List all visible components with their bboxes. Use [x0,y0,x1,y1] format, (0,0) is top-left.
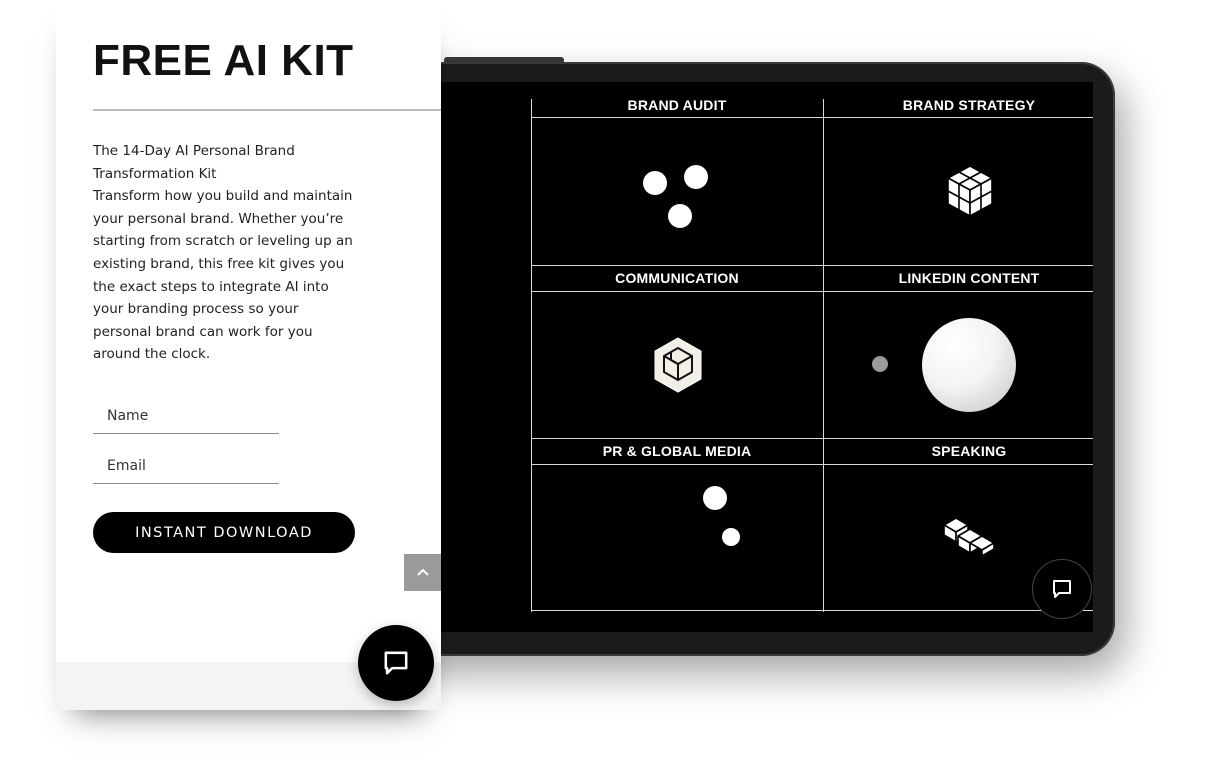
chevron-up-icon [416,566,430,580]
service-title-brand-audit[interactable]: BRAND AUDIT [627,97,727,113]
grid-divider [531,291,1093,292]
sphere-icon [870,318,1030,418]
grid-divider [531,438,1093,439]
kit-description-body: Transform how you build and maintain your personal brand. Whether you’re starting from scratch or leveling up an existing brand, this free kit gives you the exact steps to integrate AI into your branding process so your personal brand can work for you around the clock. [93,188,353,363]
blocks-icon [944,516,994,558]
grid-divider [531,117,1093,118]
chat-button-screen[interactable] [1032,559,1092,619]
service-title-pr-global-media[interactable]: PR & GLOBAL MEDIA [602,443,752,459]
service-title-communication[interactable]: COMMUNICATION [615,270,739,286]
grid-divider [531,265,1093,266]
email-field[interactable] [93,448,279,484]
service-title-speaking[interactable]: SPEAKING [931,443,1007,459]
grid-divider [823,99,824,612]
name-field[interactable] [93,398,279,434]
scroll-to-top-button[interactable] [404,554,441,591]
grid-divider [531,610,1093,611]
hexagon-cube-icon [652,336,704,394]
cube-cluster-icon [944,164,996,220]
kit-description [93,140,355,366]
chat-button[interactable] [358,625,434,701]
dots-icon [640,162,720,232]
grid-divider [531,99,532,612]
title-divider [93,109,441,111]
service-title-brand-strategy[interactable]: BRAND STRATEGY [902,97,1036,113]
chat-icon [1051,578,1073,600]
tablet-screen [340,82,1093,632]
chat-icon [382,649,410,677]
page-title: FREE AI KIT [93,36,354,85]
instant-download-button[interactable]: INSTANT DOWNLOAD [93,512,355,553]
two-dots-icon [700,482,760,552]
lead-magnet-card [56,0,441,710]
grid-divider [531,464,1093,465]
kit-description-heading: The 14-Day AI Personal Brand Transformation Kit [93,143,295,182]
service-title-linkedin-content[interactable]: LINKEDIN CONTENT [898,270,1040,286]
